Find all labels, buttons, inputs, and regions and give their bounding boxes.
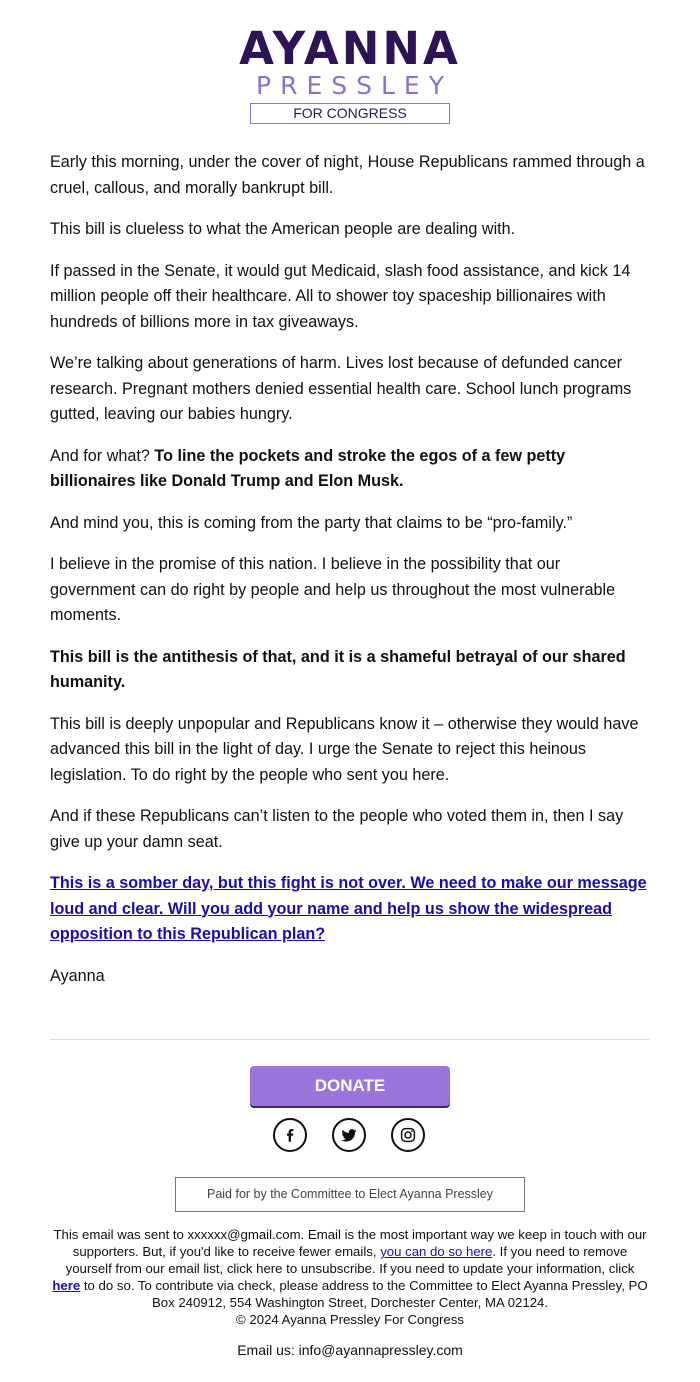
cta-paragraph — [50, 871, 650, 948]
footer-text: . If you need to remove yourself from our email list, click here to unsubscribe. If you need to update your information, click — [65, 1244, 635, 1276]
paragraph: If passed in the Senate, it would gut Medicaid, slash food assistance, and kick 14 million people off their healthcare. All to shower toy spaceship billionaires with hundreds of billions more in tax giveaways. — [50, 261, 631, 331]
paragraph: And mind you, this is coming from the party that claims to be “pro-family.” — [50, 513, 573, 532]
instagram-icon-glyph — [399, 1126, 417, 1144]
paragraph: We’re talking about generations of harm. Lives lost because of defunded cancer research. Pregnant mothers denied essential health care. School lunch programs gutted, leaving our babies hungry. — [50, 354, 632, 423]
paid-for-disclaimer: Paid for by the Committee to Elect Ayanna Pressley — [175, 1177, 525, 1212]
paragraph: This bill is clueless to what the American people are dealing with. — [50, 220, 516, 238]
footer-text: to do so. To contribute via check, please address to the Committee to Elect Ayanna Pressley, PO Box 240912, 554 Washington Street, Dorchester Center, MA 02124. — [80, 1278, 648, 1310]
facebook-icon[interactable] — [273, 1118, 307, 1152]
logo-last-name: PRESSLEY — [256, 71, 453, 100]
signature: Ayanna — [50, 966, 105, 985]
twitter-icon-glyph — [340, 1126, 358, 1144]
paragraph: And if these Republicans can’t listen to the people who voted them in, then I say give up your damn seat. — [50, 807, 624, 851]
instagram-icon[interactable] — [391, 1118, 425, 1152]
paragraph-bold: This bill is the antithesis of that, and it is a shameful betrayal of our shared humanity. — [50, 647, 626, 691]
fewer-emails-link[interactable]: you can do so here — [380, 1244, 493, 1259]
copyright: © 2024 Ayanna Pressley For Congress — [236, 1312, 464, 1327]
paragraph: This bill is deeply unpopular and Republicans know it – otherwise they would have advanced this bill in the light of day. I urge the Senate to reject this heinous legislation. To do right by the people who sent you here. — [50, 714, 639, 784]
add-your-name-link[interactable]: This is a somber day, but this fight is not over. We need to make our message loud and clear. Will you add your name and help us show the widespread opposition to this Republican plan? — [50, 874, 647, 943]
donate-button[interactable]: DONATE — [250, 1066, 450, 1106]
logo-for-congress: FOR CONGRESS — [250, 103, 450, 124]
paragraph-lead: And for what? — [50, 446, 155, 465]
paragraph — [50, 444, 650, 495]
footer-notice — [50, 1226, 650, 1328]
paragraph: Early this morning, under the cover of night, House Republicans rammed through a cruel, callous, and morally bankrupt bill. — [50, 153, 645, 197]
email-us: Email us: info@ayannapressley.com — [237, 1342, 463, 1358]
footer-text: This email was sent to xxxxxx@gmail.com. Email is the most important way we keep in touch with our supporters. But, if you'd like to receive fewer emails, — [53, 1227, 647, 1259]
campaign-logo — [0, 22, 700, 124]
facebook-icon-glyph — [281, 1126, 299, 1144]
paragraph-emphasis: To line the pockets and stroke the egos of a few petty billionaires like Donald Trump and Elon Musk. — [50, 446, 566, 490]
update-info-link[interactable]: here — [52, 1278, 81, 1293]
twitter-icon[interactable] — [332, 1118, 366, 1152]
paragraph: I believe in the promise of this nation. I believe in the possibility that our government can do right by people and help us throughout the most vulnerable moments. — [50, 555, 616, 624]
divider — [50, 1039, 650, 1040]
email-body — [50, 150, 650, 1005]
logo-first-name: AYANNA — [239, 22, 461, 75]
